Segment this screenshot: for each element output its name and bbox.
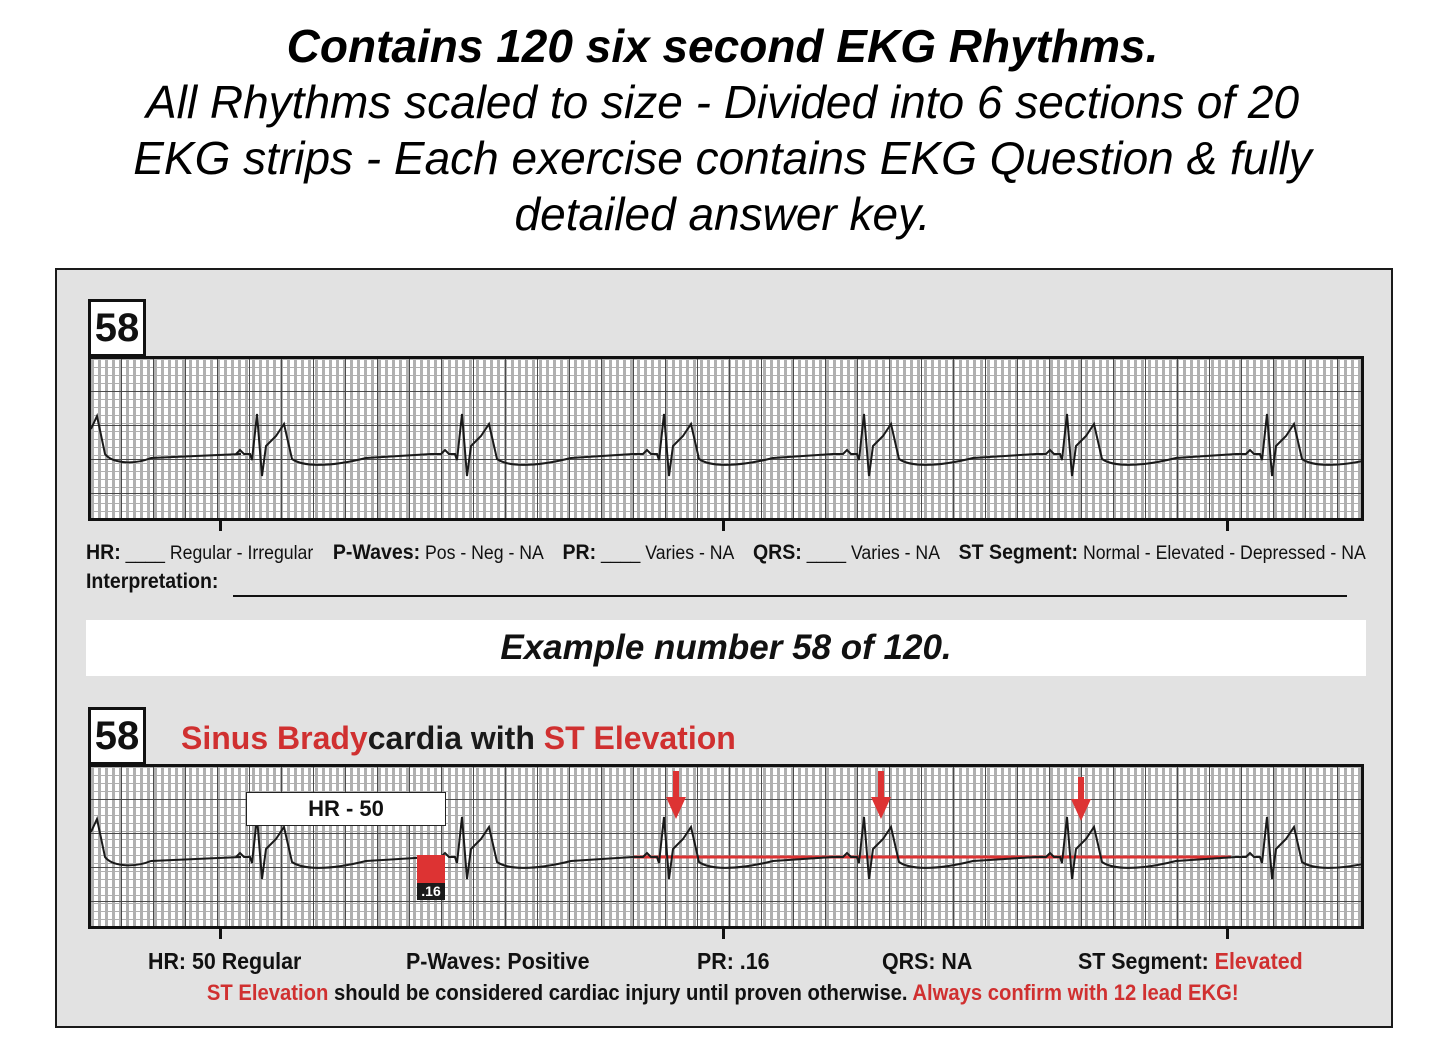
answer-pr: PR: .16 [697, 948, 770, 974]
time-tick [722, 929, 725, 939]
pr-field-options: Varies - NA [645, 543, 734, 564]
answer-st-value: Elevated [1214, 948, 1303, 974]
clinical-note-black: should be considered cardiac injury until proven otherwise. [328, 980, 913, 1005]
hr-field-label: HR: [86, 541, 121, 564]
down-arrow-icon [871, 771, 891, 819]
interpretation-input-line[interactable] [233, 595, 1347, 597]
time-tick [722, 521, 725, 531]
down-arrow-icon [666, 771, 686, 819]
time-tick [1226, 521, 1229, 531]
clinical-note-red-2: Always confirm with 12 lead EKG! [912, 980, 1239, 1005]
ekg-trace-question [91, 359, 1361, 518]
time-tick [219, 929, 222, 939]
answer-title [181, 720, 736, 757]
answer-st [1078, 948, 1303, 975]
qrs-field-blank[interactable]: ____ [806, 543, 847, 564]
headline-line-1: Contains 120 six second EKG Rhythms. [286, 20, 1159, 72]
time-tick [1226, 929, 1229, 939]
ekg-waveform [91, 817, 1361, 879]
ekg-strip-answer [88, 764, 1364, 929]
answer-number-box: 58 [88, 707, 146, 765]
ekg-strip-question [88, 356, 1364, 521]
answer-title-red-2: ST Elevation [543, 720, 736, 756]
pwaves-field-label: P-Waves: [332, 541, 421, 564]
answer-title-black: cardia with [367, 720, 544, 756]
down-arrow-icon [1071, 777, 1091, 821]
headline-line-4: detailed answer key. [514, 188, 931, 240]
pwaves-field-options: Pos - Neg - NA [424, 543, 543, 564]
question-number-box: 58 [88, 299, 146, 357]
pr-callout: .16 [417, 883, 445, 900]
answer-title-red-1: Sinus Brady [181, 720, 368, 756]
clinical-note [0, 980, 1445, 1006]
qrs-field-label: QRS: [752, 541, 802, 564]
time-tick [219, 521, 222, 531]
st-field-options: Normal - Elevated - Depressed - NA [1082, 543, 1366, 564]
pr-field-label: PR: [562, 541, 597, 564]
pr-interval-marker [417, 855, 445, 883]
hr-field-options: Regular - Irregular [169, 543, 314, 564]
headline [0, 18, 1445, 242]
ekg-trace-answer [91, 767, 1361, 926]
ekg-waveform [91, 414, 1361, 476]
answer-qrs: QRS: NA [882, 948, 973, 974]
hr-field-blank[interactable]: ____ [125, 543, 165, 564]
hr-callout: HR - 50 [246, 792, 446, 826]
answer-hr: HR: 50 Regular [148, 948, 302, 974]
headline-line-3: EKG strips - Each exercise contains EKG Question & fully [133, 132, 1312, 184]
pr-field-blank[interactable]: ____ [601, 543, 641, 564]
st-arrow-icons [666, 771, 1091, 821]
answer-st-label: ST Segment: [1078, 948, 1215, 974]
question-fields [86, 540, 1366, 567]
answer-pwaves: P-Waves: Positive [406, 948, 590, 974]
headline-line-2: All Rhythms scaled to size - Divided into 6 sections of 20 [145, 76, 1300, 128]
qrs-field-options: Varies - NA [850, 543, 940, 564]
interpretation-label: Interpretation: [86, 570, 219, 593]
example-banner: Example number 58 of 120. [86, 620, 1366, 676]
clinical-note-red-1: ST Elevation [206, 980, 329, 1005]
st-field-label: ST Segment: [958, 541, 1079, 564]
